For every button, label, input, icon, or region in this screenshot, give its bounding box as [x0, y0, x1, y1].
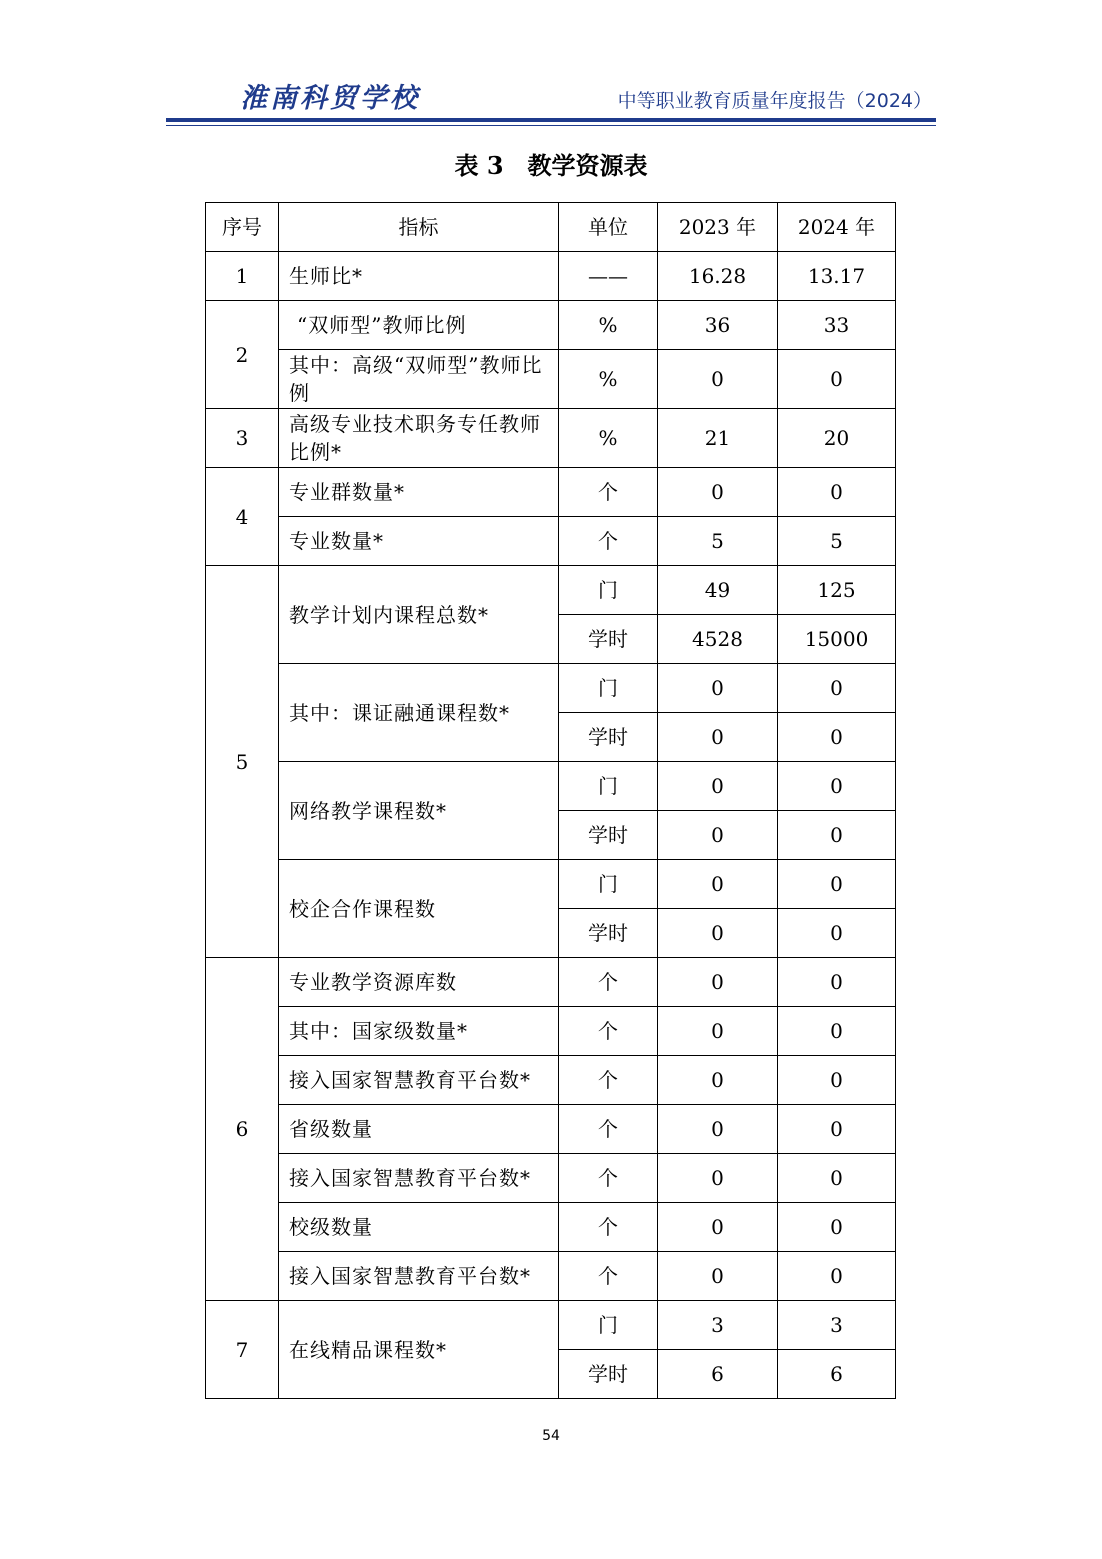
- value-2024-cell: 0: [778, 1252, 896, 1301]
- value-2024-cell: 0: [778, 811, 896, 860]
- value-2024-cell: 0: [778, 350, 896, 409]
- unit-cell: 学时: [559, 1350, 658, 1399]
- table-row: [206, 301, 896, 350]
- row-number: 5: [206, 566, 279, 958]
- value-2024-cell: 0: [778, 713, 896, 762]
- value-2023-cell: 0: [658, 1056, 778, 1105]
- value-2023-cell: 6: [658, 1350, 778, 1399]
- value-2023-cell: 3: [658, 1301, 778, 1350]
- value-2023-cell: 0: [658, 762, 778, 811]
- table-row: [206, 566, 896, 615]
- unit-cell: %: [559, 350, 658, 409]
- column-header: 序号: [206, 203, 279, 252]
- unit-cell: 个: [559, 517, 658, 566]
- table-title: 表 3 教学资源表: [454, 151, 648, 180]
- value-2024-cell: 0: [778, 468, 896, 517]
- value-2024-cell: 20: [778, 409, 896, 468]
- table-row: [206, 1252, 896, 1301]
- unit-cell: 个: [559, 1105, 658, 1154]
- indicator-cell: 其中：高级“双师型”教师比例: [279, 350, 559, 409]
- value-2024-cell: 13.17: [778, 252, 896, 301]
- value-2024-cell: 33: [778, 301, 896, 350]
- value-2023-cell: 0: [658, 664, 778, 713]
- indicator-cell: 专业数量*: [279, 517, 559, 566]
- header-row: [206, 203, 896, 252]
- indicator-cell: 专业教学资源库数: [279, 958, 559, 1007]
- indicator-cell: 高级专业技术职务专任教师比例*: [279, 409, 559, 468]
- table-row: [206, 958, 896, 1007]
- value-2023-cell: 0: [658, 1252, 778, 1301]
- header-rule-thick: [166, 118, 936, 122]
- value-2023-cell: 49: [658, 566, 778, 615]
- unit-cell: 个: [559, 958, 658, 1007]
- value-2023-cell: 21: [658, 409, 778, 468]
- table-row: [206, 1007, 896, 1056]
- unit-cell: 门: [559, 762, 658, 811]
- table-row: [206, 1154, 896, 1203]
- value-2024-cell: 0: [778, 1203, 896, 1252]
- value-2024-cell: 125: [778, 566, 896, 615]
- value-2023-cell: 0: [658, 1154, 778, 1203]
- column-header: 2023 年: [658, 203, 778, 252]
- table-row: [206, 1301, 896, 1350]
- value-2024-cell: 0: [778, 664, 896, 713]
- value-2023-cell: 5: [658, 517, 778, 566]
- unit-cell: 个: [559, 1007, 658, 1056]
- indicator-cell: 在线精品课程数*: [279, 1301, 559, 1399]
- value-2024-cell: 5: [778, 517, 896, 566]
- column-header: 2024 年: [778, 203, 896, 252]
- table-row: [206, 517, 896, 566]
- value-2024-cell: 0: [778, 958, 896, 1007]
- value-2023-cell: 0: [658, 909, 778, 958]
- indicator-cell: 网络教学课程数*: [279, 762, 559, 860]
- unit-cell: 个: [559, 1154, 658, 1203]
- value-2024-cell: 0: [778, 1154, 896, 1203]
- value-2024-cell: 3: [778, 1301, 896, 1350]
- unit-cell: 门: [559, 860, 658, 909]
- table-row: [206, 1105, 896, 1154]
- indicator-cell: 其中：国家级数量*: [279, 1007, 559, 1056]
- unit-cell: 学时: [559, 713, 658, 762]
- indicator-cell: 校级数量: [279, 1203, 559, 1252]
- row-number: 3: [206, 409, 279, 468]
- value-2023-cell: 0: [658, 1203, 778, 1252]
- value-2023-cell: 16.28: [658, 252, 778, 301]
- table-row: [206, 252, 896, 301]
- value-2023-cell: 0: [658, 860, 778, 909]
- unit-cell: 个: [559, 1056, 658, 1105]
- value-2024-cell: 0: [778, 909, 896, 958]
- indicator-cell: 接入国家智慧教育平台数*: [279, 1154, 559, 1203]
- unit-cell: 个: [559, 1252, 658, 1301]
- table-row: [206, 664, 896, 713]
- unit-cell: 个: [559, 468, 658, 517]
- unit-cell: %: [559, 409, 658, 468]
- value-2023-cell: 0: [658, 713, 778, 762]
- value-2024-cell: 15000: [778, 615, 896, 664]
- value-2024-cell: 0: [778, 1056, 896, 1105]
- value-2023-cell: 36: [658, 301, 778, 350]
- column-header: 单位: [559, 203, 658, 252]
- unit-cell: 门: [559, 566, 658, 615]
- unit-cell: ——: [559, 252, 658, 301]
- unit-cell: 学时: [559, 811, 658, 860]
- value-2023-cell: 0: [658, 350, 778, 409]
- row-number: 4: [206, 468, 279, 566]
- row-number: 6: [206, 958, 279, 1301]
- value-2023-cell: 0: [658, 811, 778, 860]
- unit-cell: 学时: [559, 615, 658, 664]
- unit-cell: %: [559, 301, 658, 350]
- indicator-cell: “双师型”教师比例: [279, 301, 559, 350]
- table-row: [206, 468, 896, 517]
- indicator-cell: 专业群数量*: [279, 468, 559, 517]
- value-2023-cell: 4528: [658, 615, 778, 664]
- teaching-resources-table: [205, 202, 896, 1399]
- unit-cell: 门: [559, 1301, 658, 1350]
- value-2024-cell: 0: [778, 1105, 896, 1154]
- column-header: 指标: [279, 203, 559, 252]
- unit-cell: 学时: [559, 909, 658, 958]
- value-2023-cell: 0: [658, 958, 778, 1007]
- indicator-cell: 教学计划内课程总数*: [279, 566, 559, 664]
- table-row: [206, 409, 896, 468]
- value-2023-cell: 0: [658, 468, 778, 517]
- row-number: 1: [206, 252, 279, 301]
- indicator-cell: 接入国家智慧教育平台数*: [279, 1056, 559, 1105]
- report-title: 中等职业教育质量年度报告（2024）: [617, 90, 932, 112]
- unit-cell: 门: [559, 664, 658, 713]
- school-name-logo: 淮南科贸学校: [240, 83, 420, 114]
- unit-cell: 个: [559, 1203, 658, 1252]
- indicator-cell: 校企合作课程数: [279, 860, 559, 958]
- indicator-cell: 省级数量: [279, 1105, 559, 1154]
- value-2023-cell: 0: [658, 1105, 778, 1154]
- table-row: [206, 1203, 896, 1252]
- value-2024-cell: 0: [778, 762, 896, 811]
- header-rule-thin: [166, 125, 936, 126]
- value-2024-cell: 0: [778, 860, 896, 909]
- row-number: 7: [206, 1301, 279, 1399]
- row-number: 2: [206, 301, 279, 409]
- page-number: 54: [542, 1428, 560, 1444]
- value-2024-cell: 6: [778, 1350, 896, 1399]
- table-row: [206, 762, 896, 811]
- value-2024-cell: 0: [778, 1007, 896, 1056]
- indicator-cell: 接入国家智慧教育平台数*: [279, 1252, 559, 1301]
- table-row: [206, 1056, 896, 1105]
- table-row: [206, 860, 896, 909]
- indicator-cell: 其中：课证融通课程数*: [279, 664, 559, 762]
- indicator-cell: 生师比*: [279, 252, 559, 301]
- table-row: [206, 350, 896, 409]
- value-2023-cell: 0: [658, 1007, 778, 1056]
